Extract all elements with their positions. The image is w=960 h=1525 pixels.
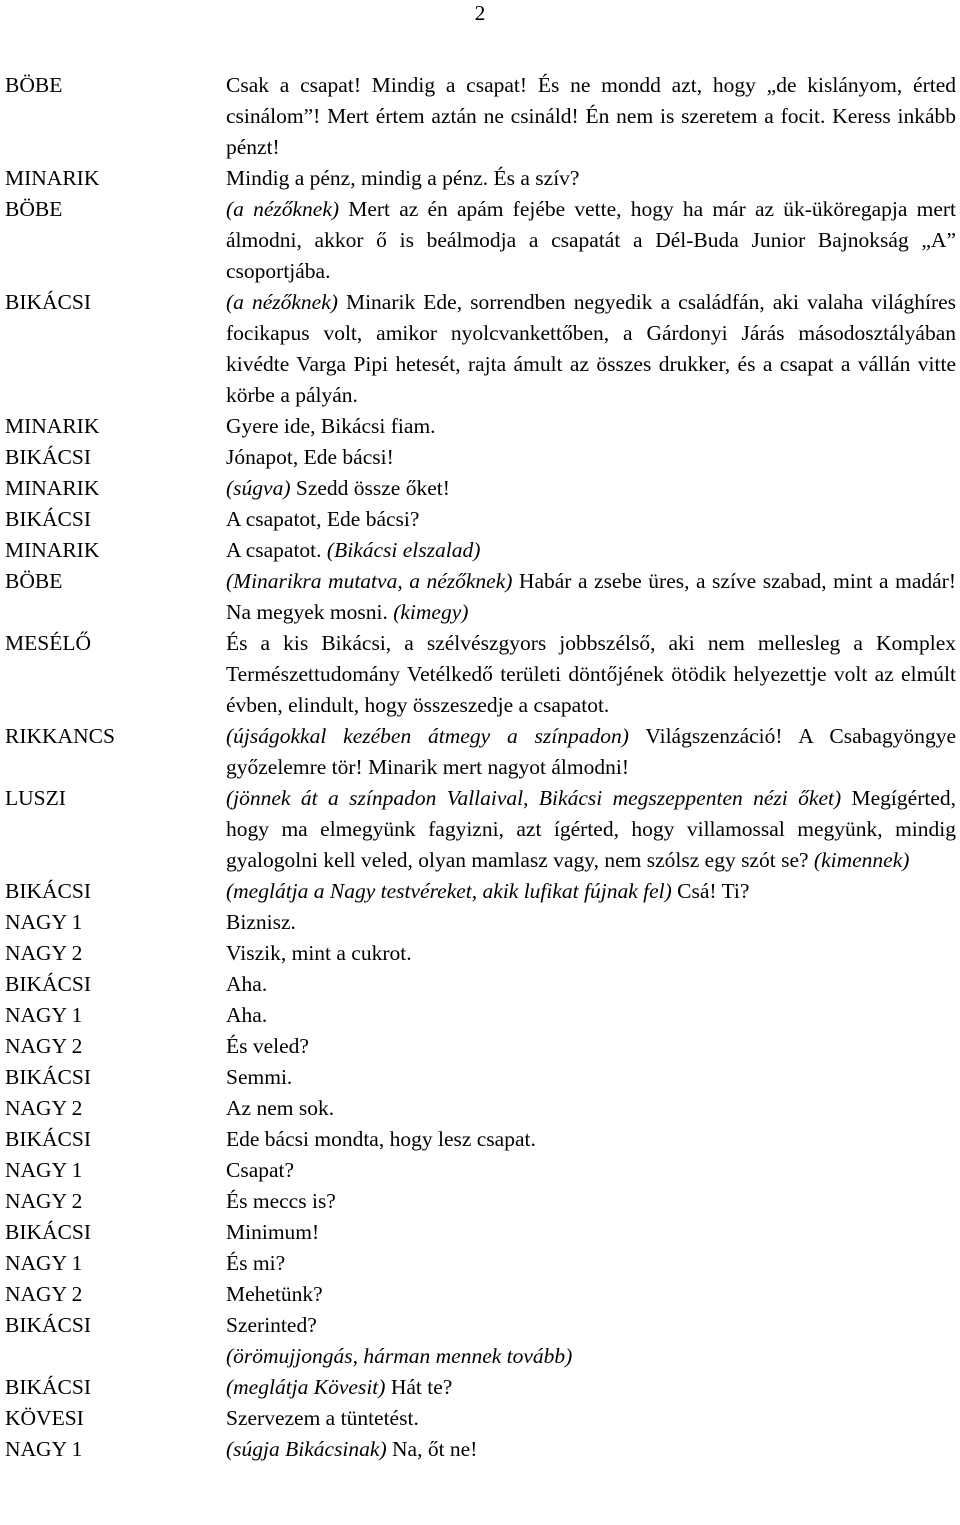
speaker-name: BIKÁCSI [5, 1065, 92, 1089]
speaker-name: BIKÁCSI [5, 879, 92, 903]
dialogue-line [226, 287, 956, 411]
dialogue-line [226, 163, 956, 194]
speaker-name: BIKÁCSI [5, 1127, 92, 1151]
dialogue-line [226, 907, 956, 938]
dialogue-line [226, 938, 956, 969]
dialogue-row [5, 163, 955, 194]
spoken-text: És mi? [226, 1251, 286, 1275]
dialogue-line [226, 1093, 956, 1124]
dialogue-row [5, 1310, 955, 1341]
dialogue-line [226, 1031, 956, 1062]
dialogue-row [5, 442, 955, 473]
spoken-text: Az nem sok. [226, 1096, 335, 1120]
dialogue-line [226, 504, 956, 535]
spoken-text: Megígérted, hogy ma elmegyünk fagyizni, azt ígérted, hogy villamossal megyünk, mindig gyalogolni kell veled, olyan mamlasz vagy, nem szólsz egy szót se? [226, 786, 956, 872]
page-number: 2 [474, 1, 486, 25]
dialogue-row [5, 969, 955, 1000]
speaker-name: BIKÁCSI [5, 1375, 92, 1399]
dialogue-line [226, 1248, 956, 1279]
speaker-name: BIKÁCSI [5, 1220, 92, 1244]
speaker-name: BÖBE [5, 73, 63, 97]
dialogue-row [5, 1434, 955, 1465]
spoken-text: Semmi. [226, 1065, 293, 1089]
dialogue-line [226, 876, 956, 907]
speaker-name: BÖBE [5, 569, 63, 593]
dialogue-line [226, 473, 956, 504]
speaker-name: NAGY 1 [5, 1251, 83, 1275]
dialogue-line [226, 1062, 956, 1093]
spoken-text: Mindig a pénz, mindig a pénz. És a szív? [226, 166, 580, 190]
spoken-text: És a kis Bikácsi, a szélvészgyors jobbszélső, aki nem mellesleg a Komplex Természettudomány Vetélkedő területi döntőjének ötödik helyezettje volt az elmúlt évben, elindult, hogy összeszedje a csapatot. [226, 631, 956, 717]
spoken-text: Viszik, mint a cukrot. [226, 941, 412, 965]
speaker-name: NAGY 2 [5, 1282, 83, 1306]
speaker-name: NAGY 2 [5, 1096, 83, 1120]
dialogue-line [226, 442, 956, 473]
speaker-name: BIKÁCSI [5, 507, 92, 531]
dialogue-line [226, 969, 956, 1000]
spoken-text: Minarik Ede, sorrendben negyedik a családfán, aki valaha világhíres focikapus volt, amikor nyolcvankettőben, a Gárdonyi Járás másodosztályában kivédte Varga Pipi hetesét, rajta ámult az összes drukker, és a csapat a vállán vitte körbe a pályán. [226, 290, 957, 407]
dialogue-line [226, 535, 956, 566]
spoken-text: Hát te? [385, 1375, 453, 1399]
speaker-name: NAGY 1 [5, 1158, 83, 1182]
dialogue-row [5, 287, 955, 411]
speaker-name: MESÉLŐ [5, 631, 91, 655]
dialogue-row [5, 1403, 955, 1434]
speaker-name: MINARIK [5, 166, 100, 190]
dialogue-row [5, 1248, 955, 1279]
dialogue-line [226, 1279, 956, 1310]
stage-direction: (kimegy) [393, 600, 469, 624]
speaker-name: BIKÁCSI [5, 445, 92, 469]
speaker-name: NAGY 2 [5, 1034, 83, 1058]
stage-direction: (örömujjongás, hárman mennek tovább) [226, 1344, 573, 1368]
speaker-name: BÖBE [5, 197, 63, 221]
dialogue-row [5, 721, 955, 783]
dialogue-row [5, 411, 955, 442]
stage-direction: (meglátja Kövesit) [226, 1375, 386, 1399]
dialogue-line [226, 194, 956, 287]
dialogue-row [5, 535, 955, 566]
stage-direction: (kimennek) [813, 848, 910, 872]
dialogue-line [226, 628, 956, 721]
stage-direction: (Bikácsi elszalad) [326, 538, 481, 562]
spoken-text: A csapatot, Ede bácsi? [226, 507, 420, 531]
dialogue-row [5, 876, 955, 907]
dialogue-row [5, 1279, 955, 1310]
dialogue-line [226, 1155, 956, 1186]
dialogue-line [226, 1403, 956, 1434]
dialogue-line [226, 1186, 956, 1217]
dialogue-line [226, 566, 956, 628]
spoken-text: Na, őt ne! [386, 1437, 478, 1461]
spoken-text: Mehetünk? [226, 1282, 323, 1306]
dialogue-line [226, 1000, 956, 1031]
dialogue-line [226, 1217, 956, 1248]
dialogue-line [226, 783, 956, 876]
dialogue-line [226, 1341, 956, 1372]
script-body [5, 70, 955, 1465]
dialogue-row [5, 783, 955, 876]
spoken-text: Világszenzáció! A Csabagyöngye győzelemre tör! Minarik mert nagyot álmodni! [226, 724, 956, 779]
spoken-text: Csapat? [226, 1158, 295, 1182]
dialogue-row [5, 1341, 955, 1372]
spoken-text: És meccs is? [226, 1189, 336, 1213]
dialogue-line [226, 1310, 956, 1341]
stage-direction: (a nézőknek) [226, 290, 338, 314]
spoken-text: Jónapot, Ede bácsi! [226, 445, 394, 469]
dialogue-row [5, 1155, 955, 1186]
dialogue-row [5, 70, 955, 163]
spoken-text: Szedd össze őket! [290, 476, 450, 500]
dialogue-row [5, 907, 955, 938]
spoken-text: Habár a zsebe üres, a szíve szabad, mint a madár! Na megyek mosni. [226, 569, 956, 624]
stage-direction: (meglátja a Nagy testvéreket, akik lufikat fújnak fel) [226, 879, 672, 903]
dialogue-row [5, 194, 955, 287]
speaker-name: NAGY 1 [5, 1003, 83, 1027]
speaker-name: MINARIK [5, 538, 100, 562]
dialogue-line [226, 1372, 956, 1403]
speaker-name: BIKÁCSI [5, 1313, 92, 1337]
stage-direction: (újságokkal kezében átmegy a színpadon) [226, 724, 629, 748]
spoken-text: Mert az én apám fejébe vette, hogy ha már az ük-üköregapja mert álmodni, akkor ő is beálmodja a csapatát a Dél-Buda Junior Bajnokság „A” csoportjába. [226, 197, 956, 283]
speaker-name: MINARIK [5, 476, 100, 500]
speaker-name: LUSZI [5, 786, 66, 810]
dialogue-row [5, 1062, 955, 1093]
dialogue-row [5, 1000, 955, 1031]
dialogue-row [5, 566, 955, 628]
spoken-text: Minimum! [226, 1220, 320, 1244]
stage-direction: (súgja Bikácsinak) [226, 1437, 387, 1461]
speaker-name: BIKÁCSI [5, 972, 92, 996]
stage-direction: (jönnek át a színpadon Vallaival, Bikácsi megszeppenten nézi őket) [226, 786, 842, 810]
speaker-name: NAGY 1 [5, 1437, 83, 1461]
dialogue-line [226, 1434, 956, 1465]
dialogue-row [5, 504, 955, 535]
stage-direction: (Minarikra mutatva, a nézőknek) [226, 569, 513, 593]
spoken-text: Ede bácsi mondta, hogy lesz csapat. [226, 1127, 536, 1151]
dialogue-row [5, 1217, 955, 1248]
spoken-text: Csak a csapat! Mindig a csapat! És ne mondd azt, hogy „de kislányom, érted csinálom”! Mert értem aztán ne csináld! Én nem is szeretem a focit. Keress inkább pénzt! [226, 73, 956, 159]
dialogue-row [5, 938, 955, 969]
dialogue-line [226, 1124, 956, 1155]
stage-direction: (a nézőknek) [226, 197, 340, 221]
dialogue-row [5, 1186, 955, 1217]
spoken-text: És veled? [226, 1034, 309, 1058]
spoken-text: Gyere ide, Bikácsi fiam. [226, 414, 436, 438]
spoken-text: Aha. [226, 1003, 268, 1027]
spoken-text: A csapatot. [226, 538, 327, 562]
stage-direction: (súgva) [226, 476, 291, 500]
speaker-name: NAGY 2 [5, 1189, 83, 1213]
speaker-name: MINARIK [5, 414, 100, 438]
dialogue-line [226, 70, 956, 163]
speaker-name: BIKÁCSI [5, 290, 92, 314]
speaker-name: RIKKANCS [5, 724, 115, 748]
dialogue-row [5, 628, 955, 721]
spoken-text: Aha. [226, 972, 268, 996]
dialogue-row [5, 1372, 955, 1403]
spoken-text: Szervezem a tüntetést. [226, 1406, 419, 1430]
dialogue-row [5, 1031, 955, 1062]
dialogue-line [226, 411, 956, 442]
dialogue-row [5, 1093, 955, 1124]
speaker-name: KÖVESI [5, 1406, 84, 1430]
spoken-text: Szerinted? [226, 1313, 317, 1337]
spoken-text: Biznisz. [226, 910, 296, 934]
speaker-name: NAGY 2 [5, 941, 83, 965]
dialogue-line [226, 721, 956, 783]
spoken-text: Csá! Ti? [671, 879, 750, 903]
dialogue-row [5, 1124, 955, 1155]
speaker-name: NAGY 1 [5, 910, 83, 934]
dialogue-row [5, 473, 955, 504]
